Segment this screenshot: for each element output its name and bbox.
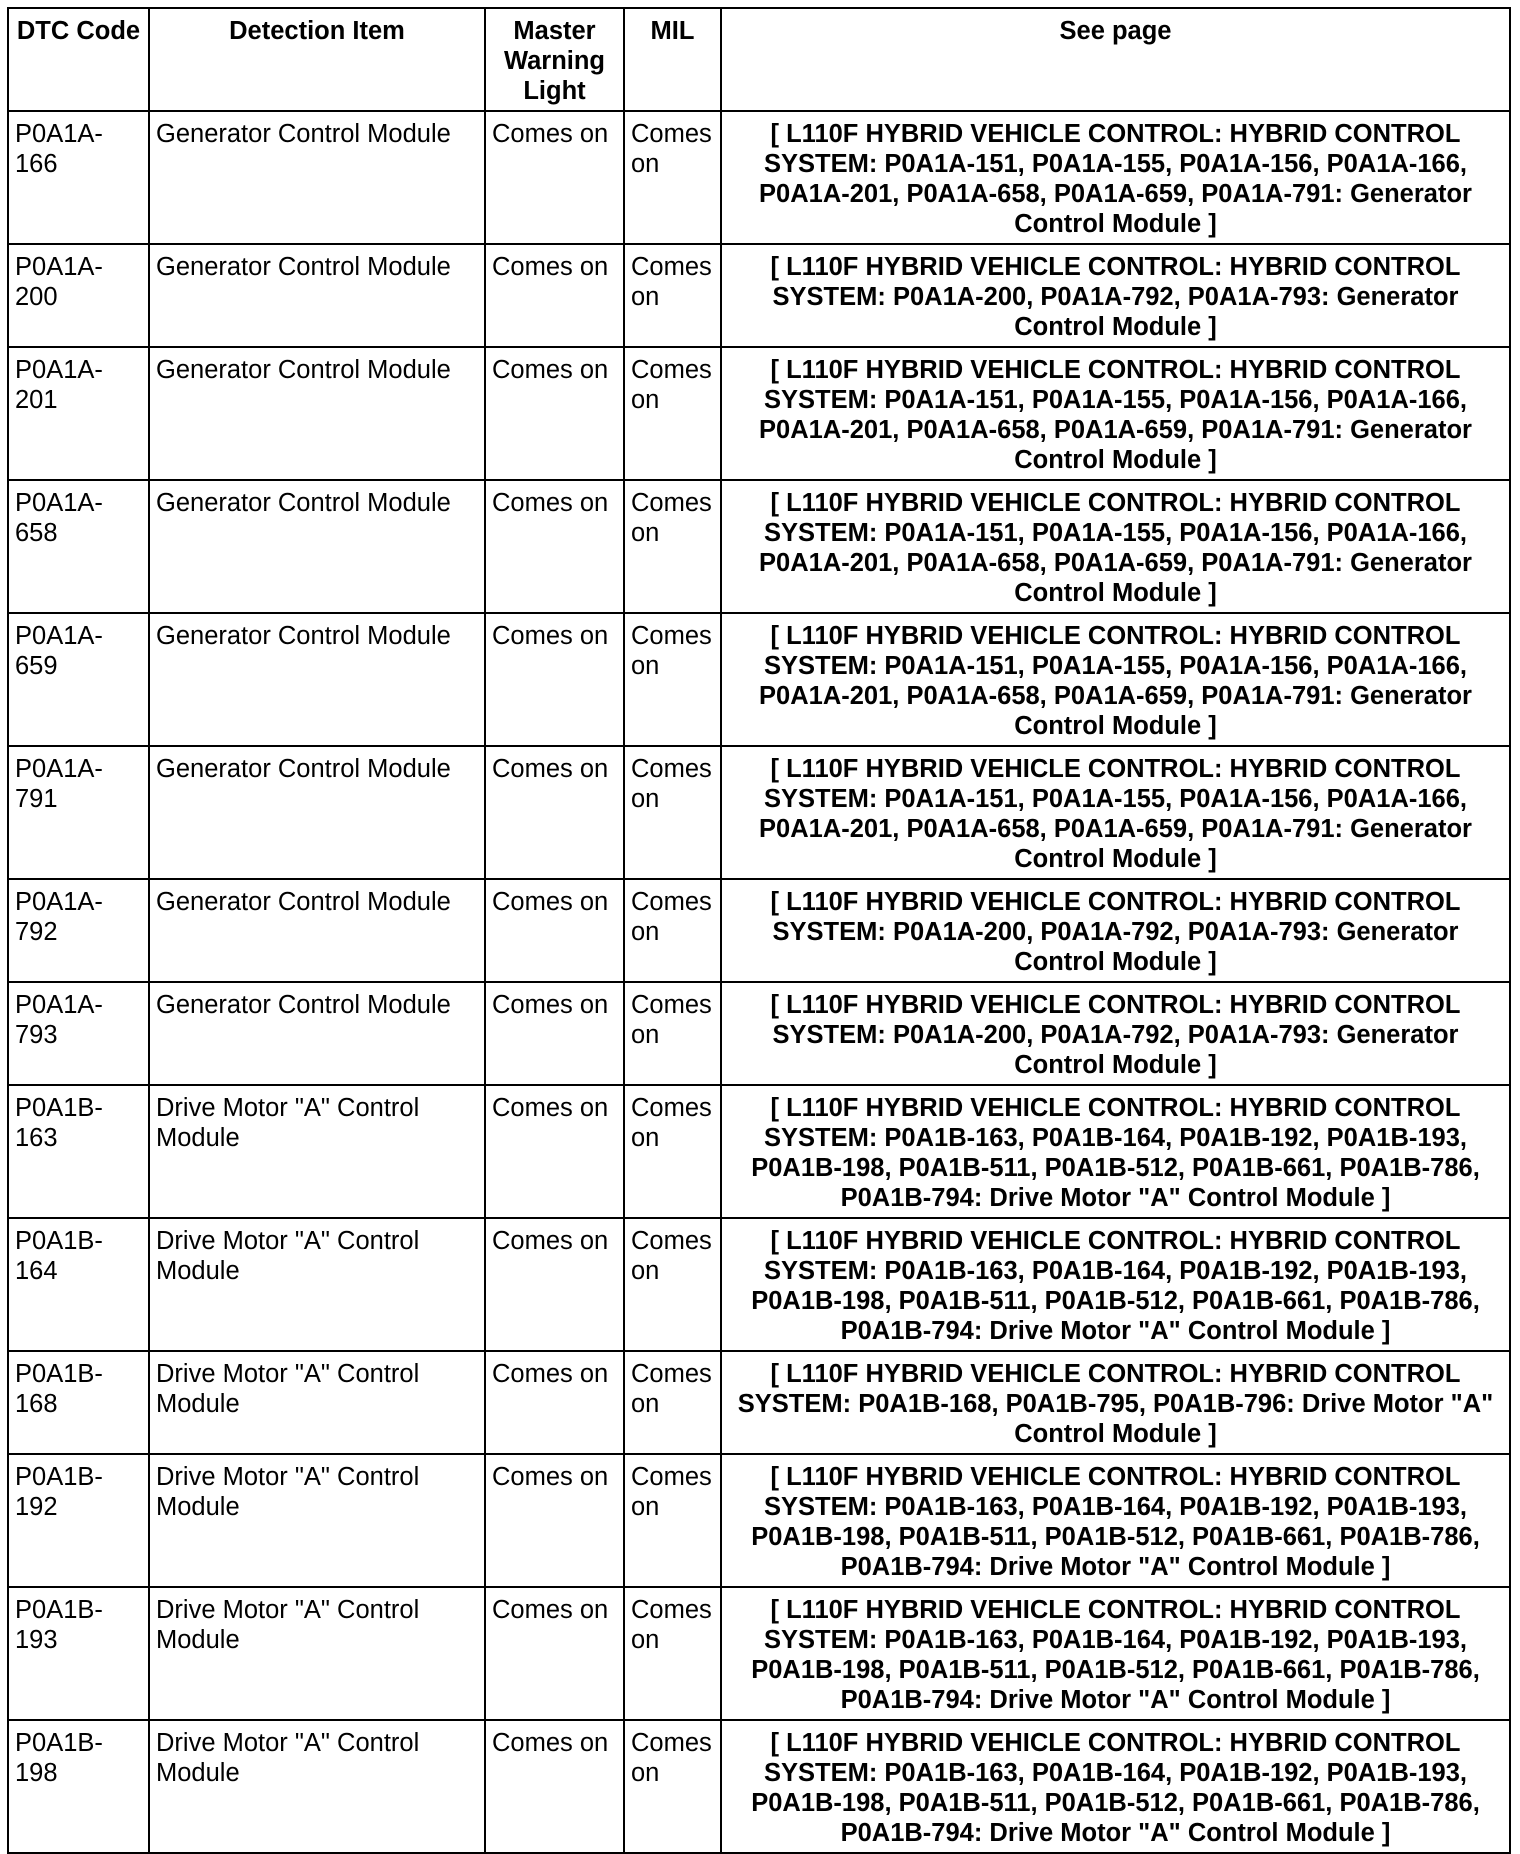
header-master-warning-light: Master Warning Light — [485, 8, 624, 111]
detection-item-cell: Drive Motor "A" Control Module — [149, 1720, 485, 1853]
dtc-code-cell: P0A1A-659 — [8, 613, 149, 746]
table-header-row — [8, 8, 1510, 111]
table-row — [8, 1218, 1510, 1351]
see-page-cell: [ L110F HYBRID VEHICLE CONTROL: HYBRID CONTROL SYSTEM: P0A1B-168, P0A1B-795, P0A1B-796: Drive Motor "A" Control Module ] — [721, 1351, 1510, 1454]
mil-cell: Comes on — [624, 1454, 721, 1587]
see-page-cell: [ L110F HYBRID VEHICLE CONTROL: HYBRID CONTROL SYSTEM: P0A1B-163, P0A1B-164, P0A1B-192, P0A1B-193, P0A1B-198, P0A1B-511, P0A1B-512, P0A1B-661, P0A1B-786, P0A1B-794: Drive Motor "A" Control Module ] — [721, 1454, 1510, 1587]
master-warning-light-cell: Comes on — [485, 1720, 624, 1853]
master-warning-light-cell: Comes on — [485, 1085, 624, 1218]
mil-cell: Comes on — [624, 347, 721, 480]
detection-item-cell: Generator Control Module — [149, 480, 485, 613]
detection-item-cell: Generator Control Module — [149, 244, 485, 347]
dtc-code-cell: P0A1B-164 — [8, 1218, 149, 1351]
detection-item-cell: Generator Control Module — [149, 347, 485, 480]
table-row — [8, 982, 1510, 1085]
dtc-code-cell: P0A1B-193 — [8, 1587, 149, 1720]
mil-cell: Comes on — [624, 111, 721, 244]
dtc-code-cell: P0A1B-192 — [8, 1454, 149, 1587]
table-row — [8, 480, 1510, 613]
master-warning-light-cell: Comes on — [485, 982, 624, 1085]
mil-cell: Comes on — [624, 244, 721, 347]
dtc-code-cell: P0A1B-198 — [8, 1720, 149, 1853]
table-row — [8, 613, 1510, 746]
master-warning-light-cell: Comes on — [485, 480, 624, 613]
see-page-cell: [ L110F HYBRID VEHICLE CONTROL: HYBRID CONTROL SYSTEM: P0A1A-151, P0A1A-155, P0A1A-156, P0A1A-166, P0A1A-201, P0A1A-658, P0A1A-659, P0A1A-791: Generator Control Module ] — [721, 746, 1510, 879]
see-page-cell: [ L110F HYBRID VEHICLE CONTROL: HYBRID CONTROL SYSTEM: P0A1A-151, P0A1A-155, P0A1A-156, P0A1A-166, P0A1A-201, P0A1A-658, P0A1A-659, P0A1A-791: Generator Control Module ] — [721, 613, 1510, 746]
table-row — [8, 244, 1510, 347]
dtc-code-cell: P0A1A-792 — [8, 879, 149, 982]
see-page-cell: [ L110F HYBRID VEHICLE CONTROL: HYBRID CONTROL SYSTEM: P0A1B-163, P0A1B-164, P0A1B-192, P0A1B-193, P0A1B-198, P0A1B-511, P0A1B-512, P0A1B-661, P0A1B-786, P0A1B-794: Drive Motor "A" Control Module ] — [721, 1720, 1510, 1853]
dtc-code-cell: P0A1A-200 — [8, 244, 149, 347]
table-row — [8, 347, 1510, 480]
table-row — [8, 1720, 1510, 1853]
detection-item-cell: Drive Motor "A" Control Module — [149, 1454, 485, 1587]
dtc-code-cell: P0A1A-791 — [8, 746, 149, 879]
see-page-cell: [ L110F HYBRID VEHICLE CONTROL: HYBRID CONTROL SYSTEM: P0A1A-200, P0A1A-792, P0A1A-793: Generator Control Module ] — [721, 244, 1510, 347]
table-row — [8, 746, 1510, 879]
header-mil: MIL — [624, 8, 721, 111]
see-page-cell: [ L110F HYBRID VEHICLE CONTROL: HYBRID CONTROL SYSTEM: P0A1A-151, P0A1A-155, P0A1A-156, P0A1A-166, P0A1A-201, P0A1A-658, P0A1A-659, P0A1A-791: Generator Control Module ] — [721, 347, 1510, 480]
master-warning-light-cell: Comes on — [485, 347, 624, 480]
mil-cell: Comes on — [624, 1085, 721, 1218]
detection-item-cell: Drive Motor "A" Control Module — [149, 1587, 485, 1720]
table-row — [8, 1351, 1510, 1454]
master-warning-light-cell: Comes on — [485, 879, 624, 982]
table-row — [8, 1587, 1510, 1720]
dtc-code-cell: P0A1A-166 — [8, 111, 149, 244]
mil-cell: Comes on — [624, 480, 721, 613]
detection-item-cell: Generator Control Module — [149, 879, 485, 982]
dtc-table — [7, 7, 1511, 1854]
mil-cell: Comes on — [624, 613, 721, 746]
dtc-code-cell: P0A1A-793 — [8, 982, 149, 1085]
detection-item-cell: Generator Control Module — [149, 746, 485, 879]
mil-cell: Comes on — [624, 1351, 721, 1454]
header-dtc-code: DTC Code — [8, 8, 149, 111]
master-warning-light-cell: Comes on — [485, 111, 624, 244]
detection-item-cell: Drive Motor "A" Control Module — [149, 1351, 485, 1454]
master-warning-light-cell: Comes on — [485, 1454, 624, 1587]
header-see-page: See page — [721, 8, 1510, 111]
header-detection-item: Detection Item — [149, 8, 485, 111]
master-warning-light-cell: Comes on — [485, 746, 624, 879]
table-row — [8, 111, 1510, 244]
see-page-cell: [ L110F HYBRID VEHICLE CONTROL: HYBRID CONTROL SYSTEM: P0A1A-151, P0A1A-155, P0A1A-156, P0A1A-166, P0A1A-201, P0A1A-658, P0A1A-659, P0A1A-791: Generator Control Module ] — [721, 111, 1510, 244]
master-warning-light-cell: Comes on — [485, 244, 624, 347]
see-page-cell: [ L110F HYBRID VEHICLE CONTROL: HYBRID CONTROL SYSTEM: P0A1A-200, P0A1A-792, P0A1A-793: Generator Control Module ] — [721, 982, 1510, 1085]
detection-item-cell: Generator Control Module — [149, 111, 485, 244]
mil-cell: Comes on — [624, 1218, 721, 1351]
master-warning-light-cell: Comes on — [485, 1218, 624, 1351]
master-warning-light-cell: Comes on — [485, 1587, 624, 1720]
mil-cell: Comes on — [624, 1720, 721, 1853]
see-page-cell: [ L110F HYBRID VEHICLE CONTROL: HYBRID CONTROL SYSTEM: P0A1A-200, P0A1A-792, P0A1A-793: Generator Control Module ] — [721, 879, 1510, 982]
dtc-code-cell: P0A1B-168 — [8, 1351, 149, 1454]
see-page-cell: [ L110F HYBRID VEHICLE CONTROL: HYBRID CONTROL SYSTEM: P0A1B-163, P0A1B-164, P0A1B-192, P0A1B-193, P0A1B-198, P0A1B-511, P0A1B-512, P0A1B-661, P0A1B-786, P0A1B-794: Drive Motor "A" Control Module ] — [721, 1587, 1510, 1720]
detection-item-cell: Generator Control Module — [149, 613, 485, 746]
dtc-code-cell: P0A1A-658 — [8, 480, 149, 613]
mil-cell: Comes on — [624, 746, 721, 879]
detection-item-cell: Drive Motor "A" Control Module — [149, 1085, 485, 1218]
table-row — [8, 1085, 1510, 1218]
dtc-code-cell: P0A1A-201 — [8, 347, 149, 480]
detection-item-cell: Drive Motor "A" Control Module — [149, 1218, 485, 1351]
master-warning-light-cell: Comes on — [485, 613, 624, 746]
dtc-code-cell: P0A1B-163 — [8, 1085, 149, 1218]
mil-cell: Comes on — [624, 982, 721, 1085]
master-warning-light-cell: Comes on — [485, 1351, 624, 1454]
table-row — [8, 879, 1510, 982]
see-page-cell: [ L110F HYBRID VEHICLE CONTROL: HYBRID CONTROL SYSTEM: P0A1B-163, P0A1B-164, P0A1B-192, P0A1B-193, P0A1B-198, P0A1B-511, P0A1B-512, P0A1B-661, P0A1B-786, P0A1B-794: Drive Motor "A" Control Module ] — [721, 1085, 1510, 1218]
see-page-cell: [ L110F HYBRID VEHICLE CONTROL: HYBRID CONTROL SYSTEM: P0A1B-163, P0A1B-164, P0A1B-192, P0A1B-193, P0A1B-198, P0A1B-511, P0A1B-512, P0A1B-661, P0A1B-786, P0A1B-794: Drive Motor "A" Control Module ] — [721, 1218, 1510, 1351]
mil-cell: Comes on — [624, 1587, 721, 1720]
detection-item-cell: Generator Control Module — [149, 982, 485, 1085]
see-page-cell: [ L110F HYBRID VEHICLE CONTROL: HYBRID CONTROL SYSTEM: P0A1A-151, P0A1A-155, P0A1A-156, P0A1A-166, P0A1A-201, P0A1A-658, P0A1A-659, P0A1A-791: Generator Control Module ] — [721, 480, 1510, 613]
mil-cell: Comes on — [624, 879, 721, 982]
table-row — [8, 1454, 1510, 1587]
